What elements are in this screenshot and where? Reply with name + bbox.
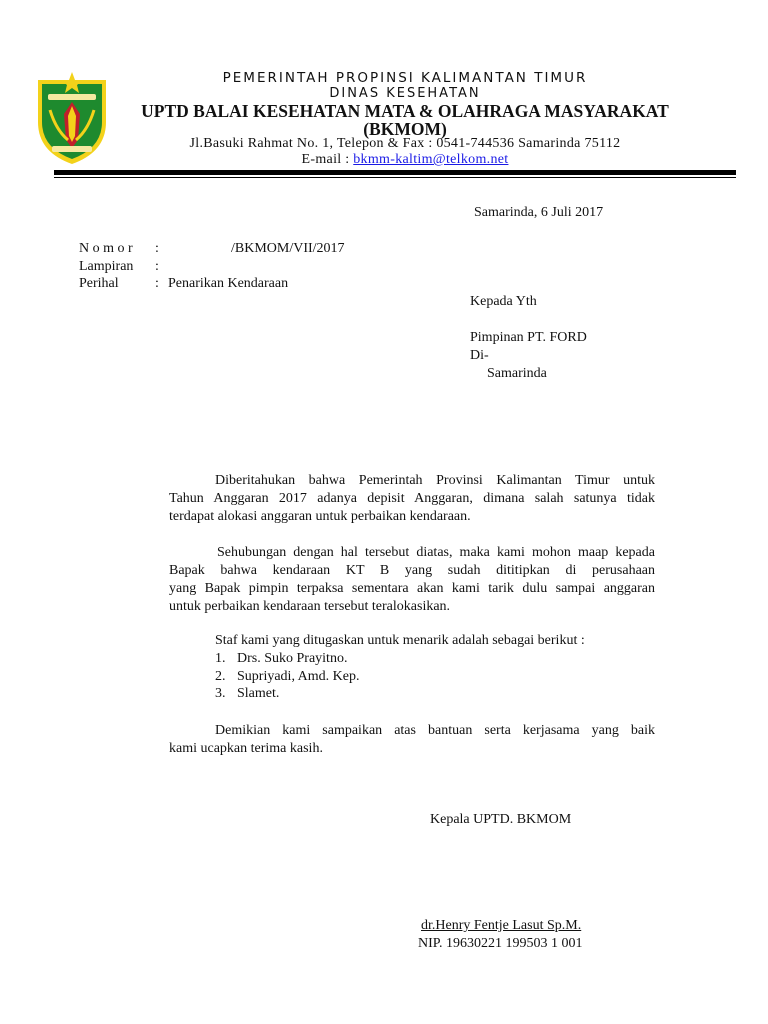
header-department: DINAS KESEHATAN <box>329 86 481 101</box>
paragraph-line: yang Bapak pimpin terpaksa sementara akan kami tarik dulu sampai anggaran <box>169 581 655 596</box>
paragraph-line: untuk perbaikan kendaraan tersebut teralokasikan. <box>169 599 451 614</box>
kalimantan-timur-emblem-logo <box>34 70 110 166</box>
staff-name: Supriyadi, Amd. Kep. <box>237 669 360 684</box>
paragraph-line: Sehubungan dengan hal tersebut diatas, maka kami mohon maap kepada <box>217 545 655 560</box>
paragraph-line: terdapat alokasi anggaran untuk perbaikan kendaraan. <box>169 509 471 524</box>
place-date: Samarinda, 6 Juli 2017 <box>474 205 604 220</box>
header-institution: UPTD BALAI KESEHATAN MATA & OLAHRAGA MASYARAKAT <box>141 101 669 121</box>
lampiran-label: Lampiran <box>79 259 134 274</box>
header-divider-thin <box>54 177 736 178</box>
staff-number: 3. <box>215 686 226 701</box>
lampiran-colon: : <box>155 259 159 274</box>
staff-intro: Staf kami yang ditugaskan untuk menarik adalah sebagai berikut : <box>215 633 585 648</box>
recipient-greeting: Kepada Yth <box>470 294 537 309</box>
staff-name: Drs. Suko Prayitno. <box>237 651 348 666</box>
staff-number: 2. <box>215 669 226 684</box>
email-label: E-mail : <box>301 152 350 167</box>
paragraph-line: Tahun Anggaran 2017 adanya depisit Anggaran, dimana salah satunya tidak <box>169 491 655 506</box>
recipient-city: Samarinda <box>487 366 547 381</box>
signature-nip: NIP. 19630221 199503 1 001 <box>418 936 583 951</box>
paragraph-line: Demikian kami sampaikan atas bantuan serta kerjasama yang baik <box>215 723 655 738</box>
paragraph-line: kami ucapkan terima kasih. <box>169 741 323 756</box>
perihal-colon: : <box>155 276 159 291</box>
perihal-label: Perihal <box>79 276 119 291</box>
signature-title: Kepala UPTD. BKMOM <box>430 812 572 827</box>
nomor-label: N o m o r <box>79 241 133 256</box>
staff-number: 1. <box>215 651 226 666</box>
nomor-value: /BKMOM/VII/2017 <box>231 241 345 256</box>
header-address: Jl.Basuki Rahmat No. 1, Telepon & Fax : 0541-744536 Samarinda 75112 <box>189 136 621 151</box>
recipient-di: Di- <box>470 348 489 363</box>
recipient-name: Pimpinan PT. FORD <box>470 330 587 345</box>
paragraph-line: Bapak bahwa kendaraan KT B yang sudah dititipkan di perusahaan <box>169 563 655 578</box>
perihal-value: Penarikan Kendaraan <box>168 276 289 291</box>
header-government: PEMERINTAH PROPINSI KALIMANTAN TIMUR <box>222 70 588 86</box>
header-abbreviation: (BKMOM) <box>363 119 447 139</box>
header-email-line <box>110 152 700 168</box>
paragraph-2 <box>169 544 655 616</box>
paragraph-1 <box>169 472 655 526</box>
paragraph-line: Diberitahukan bahwa Pemerintah Provinsi Kalimantan Timur untuk <box>215 473 655 488</box>
header-divider <box>54 170 736 175</box>
signature-name: dr.Henry Fentje Lasut Sp.M. <box>421 918 582 933</box>
nomor-colon: : <box>155 241 159 256</box>
staff-name: Slamet. <box>237 686 280 701</box>
email-link[interactable]: bkmm-kaltim@telkom.net <box>353 152 509 167</box>
closing-paragraph <box>169 722 655 758</box>
